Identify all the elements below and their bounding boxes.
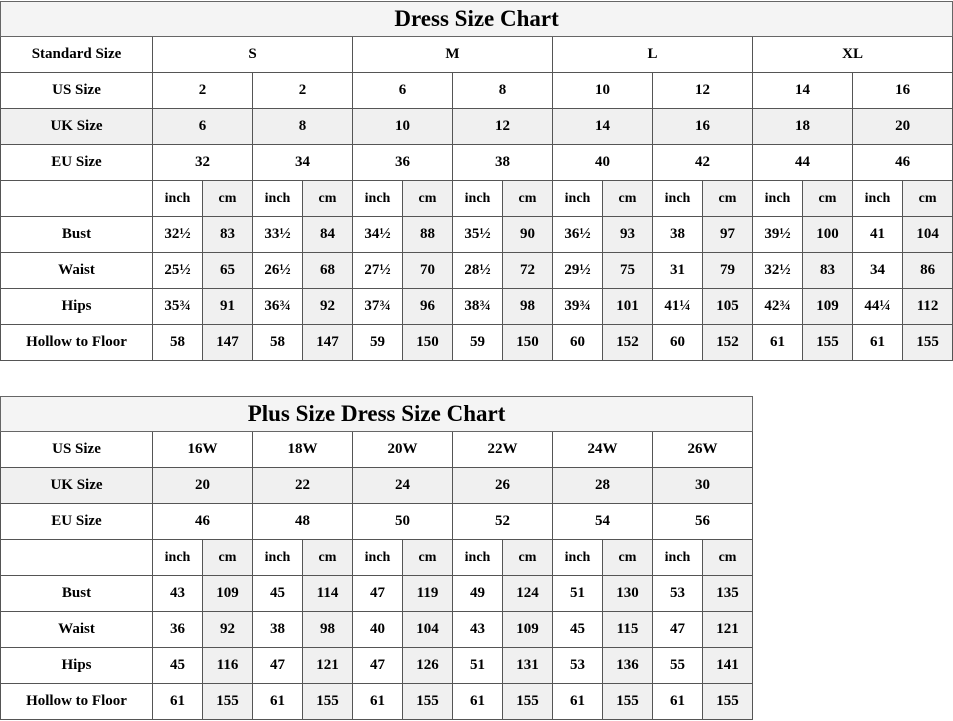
unit-cm-cell: cm — [303, 540, 353, 576]
inch-value-cell: 51 — [553, 576, 603, 612]
cm-value-cell: 98 — [503, 289, 553, 325]
chart-title: Dress Size Chart — [1, 2, 953, 37]
us-size-cell: 8 — [453, 73, 553, 109]
us-size-cell: 20W — [353, 432, 453, 468]
cm-value-cell: 115 — [603, 612, 653, 648]
eu-size-cell: 46 — [153, 504, 253, 540]
eu-size-cell: 42 — [653, 145, 753, 181]
eu-size-row — [1, 504, 753, 540]
row-label: UK Size — [1, 468, 153, 504]
row-label: EU Size — [1, 145, 153, 181]
row-label: US Size — [1, 432, 153, 468]
inch-value-cell: 61 — [553, 684, 603, 720]
standard-size-cell: S — [153, 37, 353, 73]
unit-cm-cell: cm — [803, 181, 853, 217]
eu-size-cell: 40 — [553, 145, 653, 181]
unit-cm-cell: cm — [503, 181, 553, 217]
cm-value-cell: 135 — [703, 576, 753, 612]
cm-value-cell: 92 — [203, 612, 253, 648]
us-size-cell: 16 — [853, 73, 953, 109]
us-size-cell: 2 — [153, 73, 253, 109]
inch-value-cell: 33½ — [253, 217, 303, 253]
cm-value-cell: 147 — [303, 325, 353, 361]
inch-value-cell: 51 — [453, 648, 503, 684]
cm-value-cell: 147 — [203, 325, 253, 361]
inch-value-cell: 34½ — [353, 217, 403, 253]
cm-value-cell: 86 — [903, 253, 953, 289]
cm-value-cell: 155 — [803, 325, 853, 361]
unit-cm-cell: cm — [303, 181, 353, 217]
row-label: Hips — [1, 648, 153, 684]
uk-size-cell: 16 — [653, 109, 753, 145]
eu-size-cell: 54 — [553, 504, 653, 540]
cm-value-cell: 93 — [603, 217, 653, 253]
uk-size-cell: 24 — [353, 468, 453, 504]
chart-title: Plus Size Dress Size Chart — [1, 397, 753, 432]
measurement-row — [1, 325, 953, 361]
measurement-row — [1, 576, 753, 612]
cm-value-cell: 109 — [503, 612, 553, 648]
cm-value-cell: 114 — [303, 576, 353, 612]
inch-value-cell: 42¾ — [753, 289, 803, 325]
unit-inch-cell: inch — [453, 181, 503, 217]
unit-cm-cell: cm — [903, 181, 953, 217]
inch-value-cell: 34 — [853, 253, 903, 289]
inch-value-cell: 45 — [153, 648, 203, 684]
cm-value-cell: 155 — [203, 684, 253, 720]
cm-value-cell: 97 — [703, 217, 753, 253]
inch-value-cell: 38 — [653, 217, 703, 253]
unit-cm-cell: cm — [403, 540, 453, 576]
cm-value-cell: 91 — [203, 289, 253, 325]
inch-value-cell: 44¼ — [853, 289, 903, 325]
cm-value-cell: 72 — [503, 253, 553, 289]
unit-row — [1, 181, 953, 217]
row-label: Hollow to Floor — [1, 684, 153, 720]
empty-cell — [1, 540, 153, 576]
row-label: Bust — [1, 576, 153, 612]
standard-size-cell: L — [553, 37, 753, 73]
inch-value-cell: 61 — [753, 325, 803, 361]
inch-value-cell: 61 — [853, 325, 903, 361]
inch-value-cell: 49 — [453, 576, 503, 612]
measurement-row — [1, 217, 953, 253]
eu-size-cell: 48 — [253, 504, 353, 540]
cm-value-cell: 136 — [603, 648, 653, 684]
inch-value-cell: 43 — [153, 576, 203, 612]
us-size-cell: 2 — [253, 73, 353, 109]
uk-size-cell: 8 — [253, 109, 353, 145]
cm-value-cell: 79 — [703, 253, 753, 289]
eu-size-cell: 44 — [753, 145, 853, 181]
cm-value-cell: 155 — [703, 684, 753, 720]
cm-value-cell: 155 — [403, 684, 453, 720]
measurement-row — [1, 289, 953, 325]
inch-value-cell: 58 — [253, 325, 303, 361]
inch-value-cell: 45 — [553, 612, 603, 648]
row-label: Waist — [1, 612, 153, 648]
standard-size-cell: XL — [753, 37, 953, 73]
unit-inch-cell: inch — [553, 181, 603, 217]
uk-size-row — [1, 468, 753, 504]
cm-value-cell: 131 — [503, 648, 553, 684]
us-size-cell: 26W — [653, 432, 753, 468]
unit-inch-cell: inch — [653, 540, 703, 576]
cm-value-cell: 126 — [403, 648, 453, 684]
inch-value-cell: 37¾ — [353, 289, 403, 325]
cm-value-cell: 112 — [903, 289, 953, 325]
plus-size-dress-size-chart — [0, 396, 753, 720]
eu-size-cell: 32 — [153, 145, 253, 181]
inch-value-cell: 29½ — [553, 253, 603, 289]
cm-value-cell: 104 — [403, 612, 453, 648]
unit-cm-cell: cm — [503, 540, 553, 576]
unit-inch-cell: inch — [253, 181, 303, 217]
unit-inch-cell: inch — [453, 540, 503, 576]
unit-inch-cell: inch — [353, 181, 403, 217]
row-label: US Size — [1, 73, 153, 109]
inch-value-cell: 47 — [353, 576, 403, 612]
inch-value-cell: 60 — [653, 325, 703, 361]
cm-value-cell: 68 — [303, 253, 353, 289]
cm-value-cell: 155 — [603, 684, 653, 720]
inch-value-cell: 32½ — [153, 217, 203, 253]
inch-value-cell: 38¾ — [453, 289, 503, 325]
unit-cm-cell: cm — [703, 540, 753, 576]
inch-value-cell: 35½ — [453, 217, 503, 253]
cm-value-cell: 124 — [503, 576, 553, 612]
cm-value-cell: 65 — [203, 253, 253, 289]
uk-size-cell: 30 — [653, 468, 753, 504]
us-size-cell: 18W — [253, 432, 353, 468]
cm-value-cell: 152 — [703, 325, 753, 361]
inch-value-cell: 45 — [253, 576, 303, 612]
cm-value-cell: 155 — [503, 684, 553, 720]
inch-value-cell: 53 — [653, 576, 703, 612]
us-size-cell: 6 — [353, 73, 453, 109]
cm-value-cell: 101 — [603, 289, 653, 325]
us-size-cell: 24W — [553, 432, 653, 468]
row-label: UK Size — [1, 109, 153, 145]
cm-value-cell: 105 — [703, 289, 753, 325]
cm-value-cell: 70 — [403, 253, 453, 289]
unit-cm-cell: cm — [603, 181, 653, 217]
title-row — [1, 2, 953, 37]
unit-inch-cell: inch — [653, 181, 703, 217]
measurement-row — [1, 253, 953, 289]
cm-value-cell: 155 — [303, 684, 353, 720]
eu-size-cell: 38 — [453, 145, 553, 181]
us-size-cell: 14 — [753, 73, 853, 109]
cm-value-cell: 130 — [603, 576, 653, 612]
inch-value-cell: 61 — [153, 684, 203, 720]
uk-size-cell: 20 — [853, 109, 953, 145]
inch-value-cell: 53 — [553, 648, 603, 684]
uk-size-cell: 12 — [453, 109, 553, 145]
inch-value-cell: 39¾ — [553, 289, 603, 325]
uk-size-row — [1, 109, 953, 145]
cm-value-cell: 83 — [803, 253, 853, 289]
cm-value-cell: 152 — [603, 325, 653, 361]
inch-value-cell: 28½ — [453, 253, 503, 289]
standard-size-cell: M — [353, 37, 553, 73]
us-size-cell: 10 — [553, 73, 653, 109]
inch-value-cell: 61 — [453, 684, 503, 720]
inch-value-cell: 58 — [153, 325, 203, 361]
cm-value-cell: 121 — [303, 648, 353, 684]
cm-value-cell: 109 — [803, 289, 853, 325]
inch-value-cell: 61 — [253, 684, 303, 720]
unit-row — [1, 540, 753, 576]
standard-size-row — [1, 37, 953, 73]
inch-value-cell: 59 — [353, 325, 403, 361]
inch-value-cell: 26½ — [253, 253, 303, 289]
uk-size-cell: 28 — [553, 468, 653, 504]
eu-size-row — [1, 145, 953, 181]
cm-value-cell: 100 — [803, 217, 853, 253]
cm-value-cell: 150 — [403, 325, 453, 361]
inch-value-cell: 61 — [353, 684, 403, 720]
unit-inch-cell: inch — [553, 540, 603, 576]
row-label: Bust — [1, 217, 153, 253]
dress-size-chart — [0, 1, 953, 361]
inch-value-cell: 55 — [653, 648, 703, 684]
inch-value-cell: 41 — [853, 217, 903, 253]
unit-cm-cell: cm — [203, 540, 253, 576]
inch-value-cell: 36½ — [553, 217, 603, 253]
row-label: Standard Size — [1, 37, 153, 73]
inch-value-cell: 47 — [653, 612, 703, 648]
inch-value-cell: 25½ — [153, 253, 203, 289]
inch-value-cell: 40 — [353, 612, 403, 648]
unit-cm-cell: cm — [403, 181, 453, 217]
inch-value-cell: 43 — [453, 612, 503, 648]
cm-value-cell: 98 — [303, 612, 353, 648]
inch-value-cell: 36¾ — [253, 289, 303, 325]
measurement-row — [1, 612, 753, 648]
uk-size-cell: 14 — [553, 109, 653, 145]
measurement-row — [1, 684, 753, 720]
unit-inch-cell: inch — [153, 181, 203, 217]
inch-value-cell: 41¼ — [653, 289, 703, 325]
cm-value-cell: 155 — [903, 325, 953, 361]
unit-inch-cell: inch — [753, 181, 803, 217]
measurement-row — [1, 648, 753, 684]
row-label: EU Size — [1, 504, 153, 540]
inch-value-cell: 38 — [253, 612, 303, 648]
uk-size-cell: 20 — [153, 468, 253, 504]
row-label: Waist — [1, 253, 153, 289]
eu-size-cell: 34 — [253, 145, 353, 181]
inch-value-cell: 47 — [353, 648, 403, 684]
empty-cell — [1, 181, 153, 217]
us-size-row — [1, 432, 753, 468]
uk-size-cell: 18 — [753, 109, 853, 145]
unit-inch-cell: inch — [353, 540, 403, 576]
unit-cm-cell: cm — [703, 181, 753, 217]
cm-value-cell: 75 — [603, 253, 653, 289]
eu-size-cell: 52 — [453, 504, 553, 540]
eu-size-cell: 56 — [653, 504, 753, 540]
uk-size-cell: 10 — [353, 109, 453, 145]
unit-cm-cell: cm — [603, 540, 653, 576]
inch-value-cell: 61 — [653, 684, 703, 720]
eu-size-cell: 36 — [353, 145, 453, 181]
inch-value-cell: 60 — [553, 325, 603, 361]
us-size-cell: 16W — [153, 432, 253, 468]
row-label: Hips — [1, 289, 153, 325]
inch-value-cell: 35¾ — [153, 289, 203, 325]
unit-inch-cell: inch — [253, 540, 303, 576]
eu-size-cell: 46 — [853, 145, 953, 181]
uk-size-cell: 6 — [153, 109, 253, 145]
unit-inch-cell: inch — [853, 181, 903, 217]
inch-value-cell: 32½ — [753, 253, 803, 289]
cm-value-cell: 109 — [203, 576, 253, 612]
cm-value-cell: 88 — [403, 217, 453, 253]
cm-value-cell: 104 — [903, 217, 953, 253]
cm-value-cell: 116 — [203, 648, 253, 684]
us-size-row — [1, 73, 953, 109]
row-label: Hollow to Floor — [1, 325, 153, 361]
cm-value-cell: 84 — [303, 217, 353, 253]
uk-size-cell: 22 — [253, 468, 353, 504]
eu-size-cell: 50 — [353, 504, 453, 540]
inch-value-cell: 47 — [253, 648, 303, 684]
cm-value-cell: 119 — [403, 576, 453, 612]
inch-value-cell: 36 — [153, 612, 203, 648]
cm-value-cell: 121 — [703, 612, 753, 648]
title-row — [1, 397, 753, 432]
inch-value-cell: 31 — [653, 253, 703, 289]
inch-value-cell: 27½ — [353, 253, 403, 289]
us-size-cell: 12 — [653, 73, 753, 109]
inch-value-cell: 59 — [453, 325, 503, 361]
cm-value-cell: 92 — [303, 289, 353, 325]
cm-value-cell: 96 — [403, 289, 453, 325]
us-size-cell: 22W — [453, 432, 553, 468]
inch-value-cell: 39½ — [753, 217, 803, 253]
cm-value-cell: 141 — [703, 648, 753, 684]
unit-cm-cell: cm — [203, 181, 253, 217]
cm-value-cell: 150 — [503, 325, 553, 361]
cm-value-cell: 83 — [203, 217, 253, 253]
unit-inch-cell: inch — [153, 540, 203, 576]
cm-value-cell: 90 — [503, 217, 553, 253]
uk-size-cell: 26 — [453, 468, 553, 504]
